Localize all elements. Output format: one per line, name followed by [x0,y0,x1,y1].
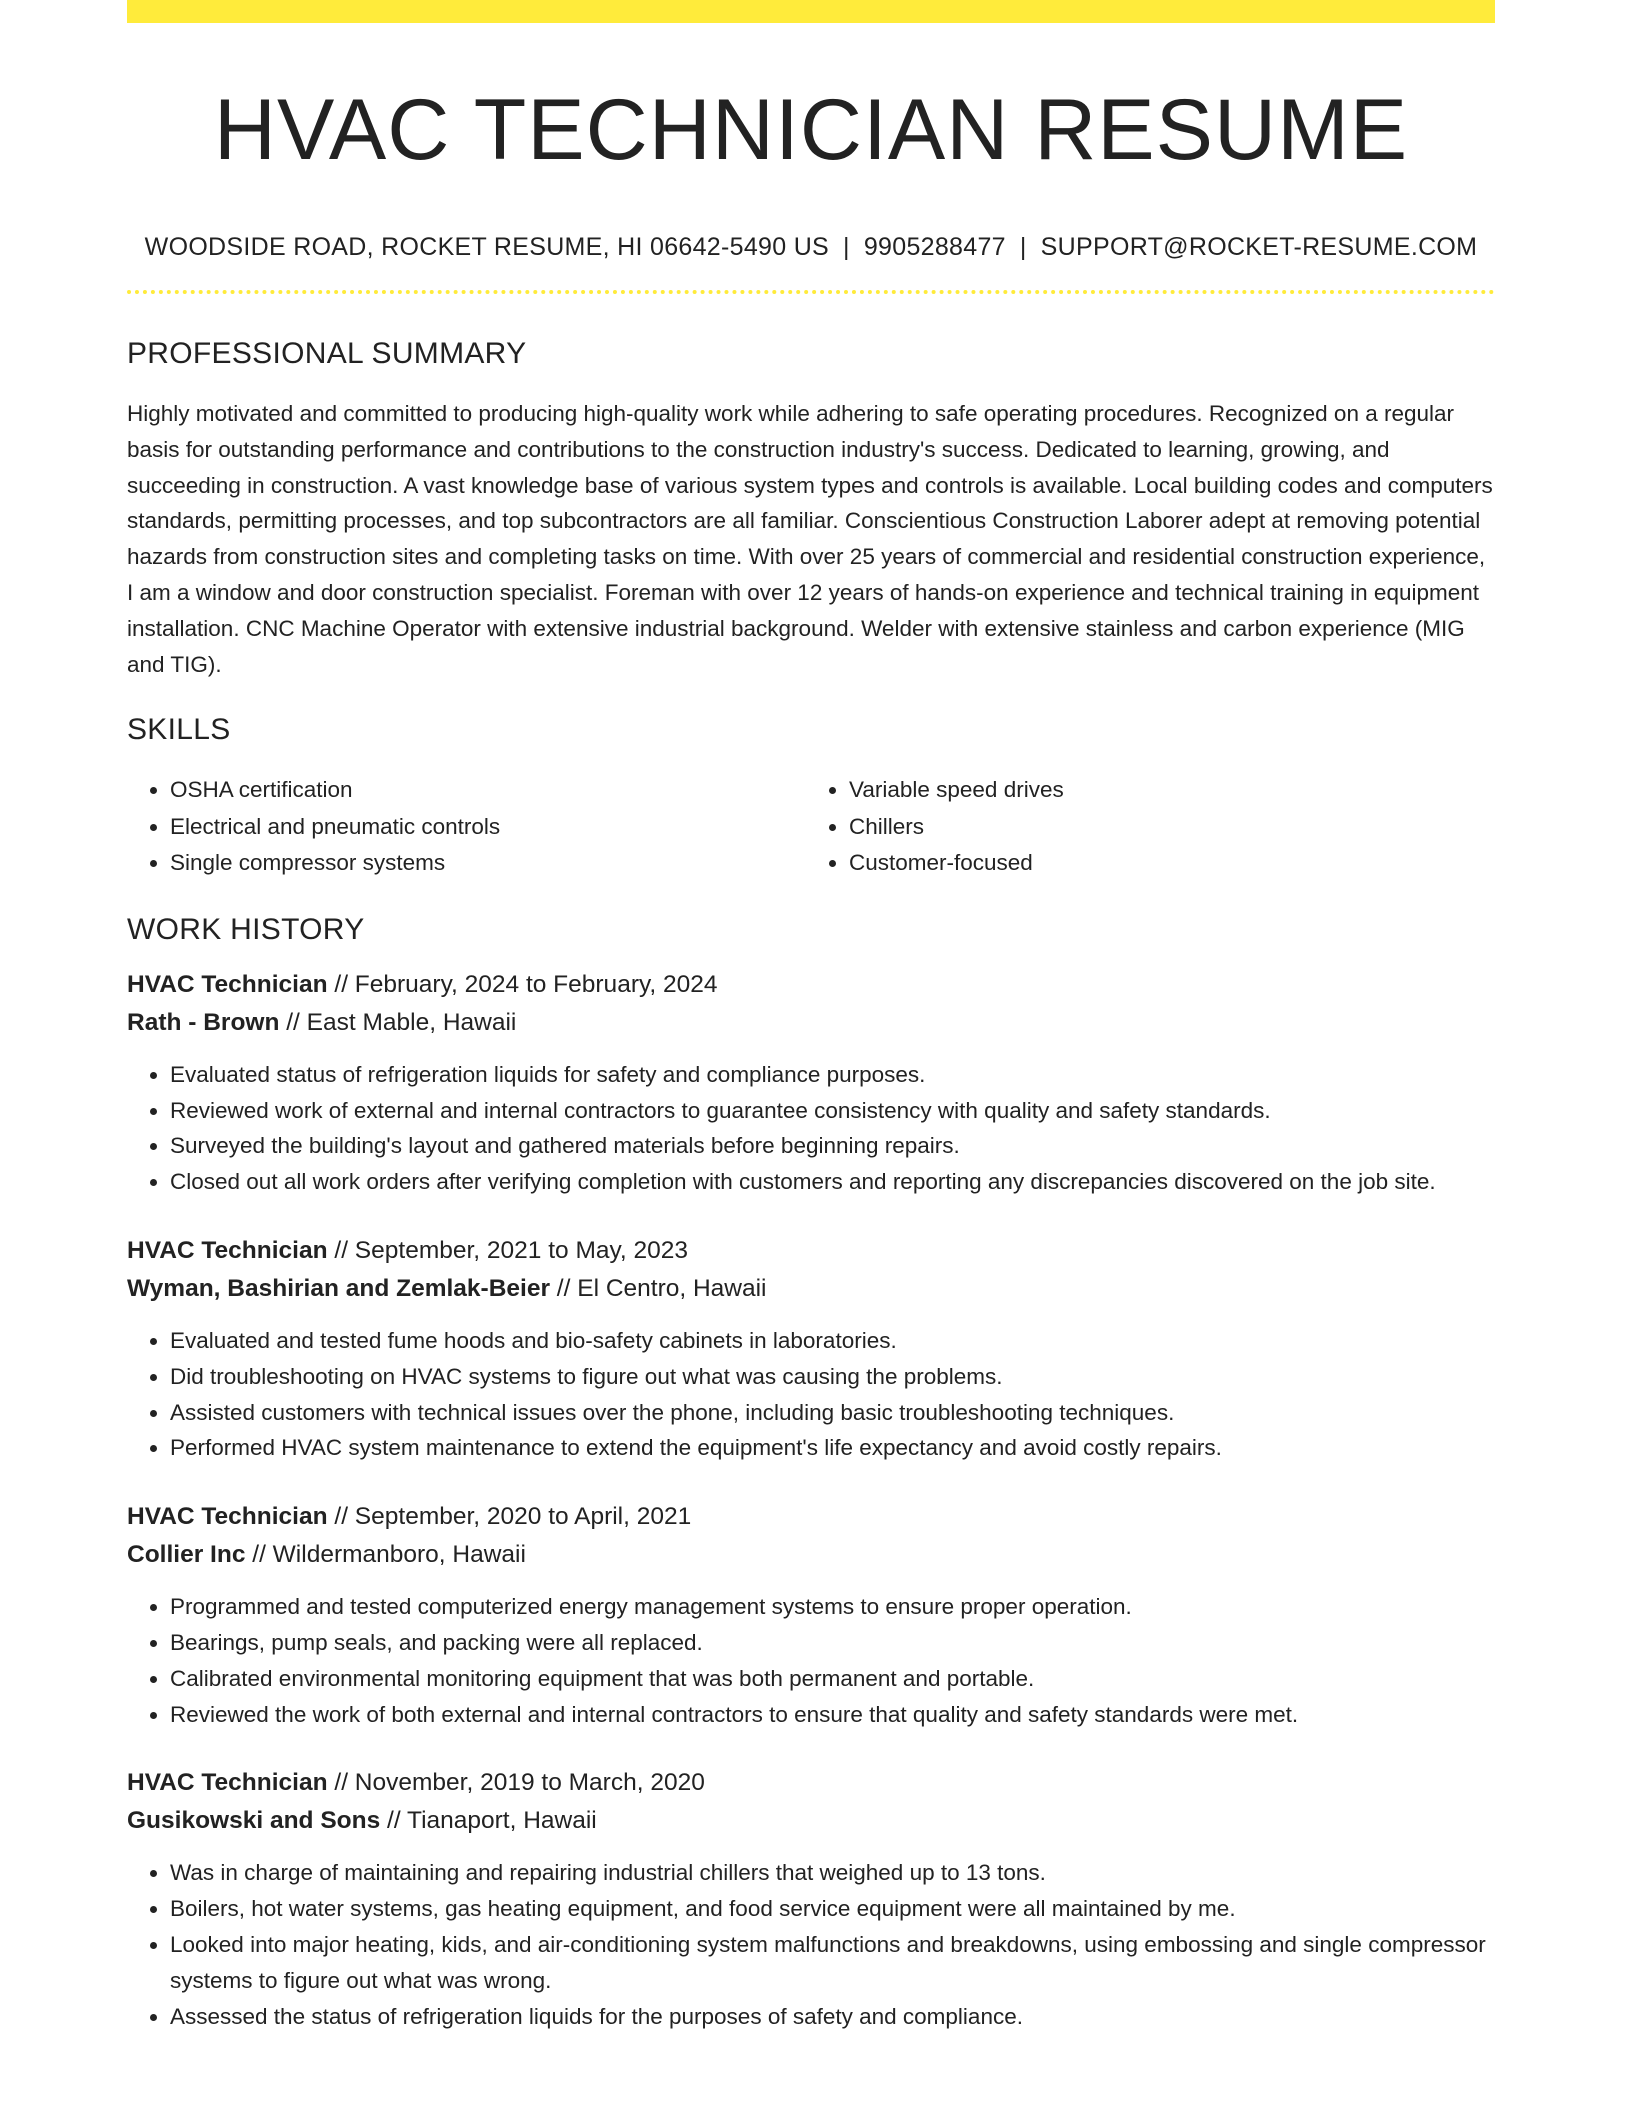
work-history-heading: WORK HISTORY [127,912,365,946]
contact-address: WOODSIDE ROAD, ROCKET RESUME, HI 06642-5490 US [144,233,830,261]
job-bullet: • Looked into major heating, kids, and air-conditioning system malfunctions and breakdowns, using embossing and single compressor systems to figure out what was wrong. [170,1927,1495,1999]
job-location: // East Mable, Hawaii [279,1008,517,1036]
job-entry [127,1232,1495,1466]
job-bullet: • Bearings, pump seals, and packing were all replaced. [170,1625,1495,1661]
contact-email: SUPPORT@ROCKET-RESUME.COM [1040,233,1478,261]
job-bullet: • Reviewed the work of both external and internal contractors to ensure that quality and safety standards were met. [170,1697,1495,1733]
job-bullets [127,1855,1495,2034]
job-title-line [127,1498,1495,1536]
job-dates: // September, 2021 to May, 2023 [327,1237,689,1265]
job-title: HVAC Technician [127,1503,328,1531]
job-company: Collier Inc [127,1541,246,1569]
skills-list [127,772,1495,882]
job-title: HVAC Technician [127,970,328,998]
skills-heading: SKILLS [127,713,231,747]
contact-separator: | [843,233,850,261]
skills-column-left [127,772,802,882]
job-title: HVAC Technician [127,1237,328,1265]
job-entry [127,1498,1495,1732]
job-dates: // November, 2019 to March, 2020 [327,1769,705,1797]
job-bullet: • Was in charge of maintaining and repairing industrial chillers that weighed up to 13 tons. [170,1855,1495,1891]
job-location: // El Centro, Hawaii [550,1275,767,1303]
job-bullet: • Surveyed the building's layout and gathered materials before beginning repairs. [170,1128,1495,1164]
job-bullet: • Assisted customers with technical issues over the phone, including basic troubleshooting techniques. [170,1395,1495,1431]
job-bullet: • Programmed and tested computerized energy management systems to ensure proper operation. [170,1589,1495,1625]
summary-heading: PROFESSIONAL SUMMARY [127,337,527,370]
job-company-line [127,1270,1495,1308]
job-bullets [127,1589,1495,1732]
job-entry [127,1764,1495,2034]
skill-item: • Electrical and pneumatic controls [170,809,802,846]
job-location: // Tianaport, Hawaii [380,1807,597,1835]
job-bullet: • Evaluated status of refrigeration liquids for safety and compliance purposes. [170,1057,1495,1093]
resume-content [127,0,1495,2034]
job-dates: // February, 2024 to February, 2024 [327,970,718,998]
job-bullets [127,1323,1495,1466]
skills-column-right [802,772,1481,882]
job-bullet: • Boilers, hot water systems, gas heating equipment, and food service equipment were all maintained by me. [170,1891,1495,1927]
job-bullet: • Reviewed work of external and internal contractors to guarantee consistency with quality and safety standards. [170,1093,1495,1129]
contact-line [127,232,1495,262]
skill-item: • Chillers [849,809,1481,846]
summary-text: Highly motivated and committed to producing high-quality work while adhering to safe operating procedures. Recognized on a regular basis for outstanding performance and contributions to the construction industry's success. Dedicated to learning, growing, and succeeding in construction. A vast knowledge base of various system types and controls is available. Local building codes and computers standards, permitting processes, and top subcontractors are all familiar. Conscientious Construction Laborer adept at removing potential hazards from construction sites and completing tasks on time. With over 25 years of commercial and residential construction experience, I am a window and door construction specialist. Foreman with over 12 years of hands-on experience and technical training in equipment installation. CNC Machine Operator with extensive industrial background. Welder with extensive stainless and carbon experience (MIG and TIG). [127,401,1493,677]
job-title-line [127,1232,1495,1270]
job-bullet: • Evaluated and tested fume hoods and bio-safety cabinets in laboratories. [170,1323,1495,1359]
job-entry [127,966,1495,1200]
job-company-line [127,1536,1495,1574]
job-bullet: • Did troubleshooting on HVAC systems to figure out what was causing the problems. [170,1359,1495,1395]
resume-title: HVAC TECHNICIAN RESUME [213,82,1409,178]
skill-item: • Single compressor systems [170,845,802,882]
job-title-line [127,1764,1495,1802]
job-bullets [127,1057,1495,1200]
contact-separator: | [1019,233,1027,261]
skill-item: • Variable speed drives [849,772,1481,809]
job-title: HVAC Technician [127,1769,328,1797]
job-dates: // September, 2020 to April, 2021 [327,1503,692,1531]
job-bullet: • Assessed the status of refrigeration liquids for the purposes of safety and compliance. [170,1999,1495,2035]
skill-item: • Customer-focused [849,845,1481,882]
contact-phone: 9905288477 [863,233,1006,261]
job-bullet: • Performed HVAC system maintenance to extend the equipment's life expectancy and avoid costly repairs. [170,1430,1495,1466]
job-company: Gusikowski and Sons [127,1807,381,1835]
job-company: Rath - Brown [127,1008,280,1036]
job-location: // Wildermanboro, Hawaii [245,1541,526,1569]
dotted-divider [127,290,1495,294]
job-title-line [127,966,1495,1004]
job-company: Wyman, Bashirian and Zemlak-Beier [127,1275,550,1303]
job-bullet: • Closed out all work orders after verifying completion with customers and reporting any discrepancies discovered on the job site. [170,1164,1495,1200]
job-company-line [127,1802,1495,1840]
job-company-line [127,1004,1495,1042]
skill-item: • OSHA certification [170,772,802,809]
job-bullet: • Calibrated environmental monitoring equipment that was both permanent and portable. [170,1661,1495,1697]
